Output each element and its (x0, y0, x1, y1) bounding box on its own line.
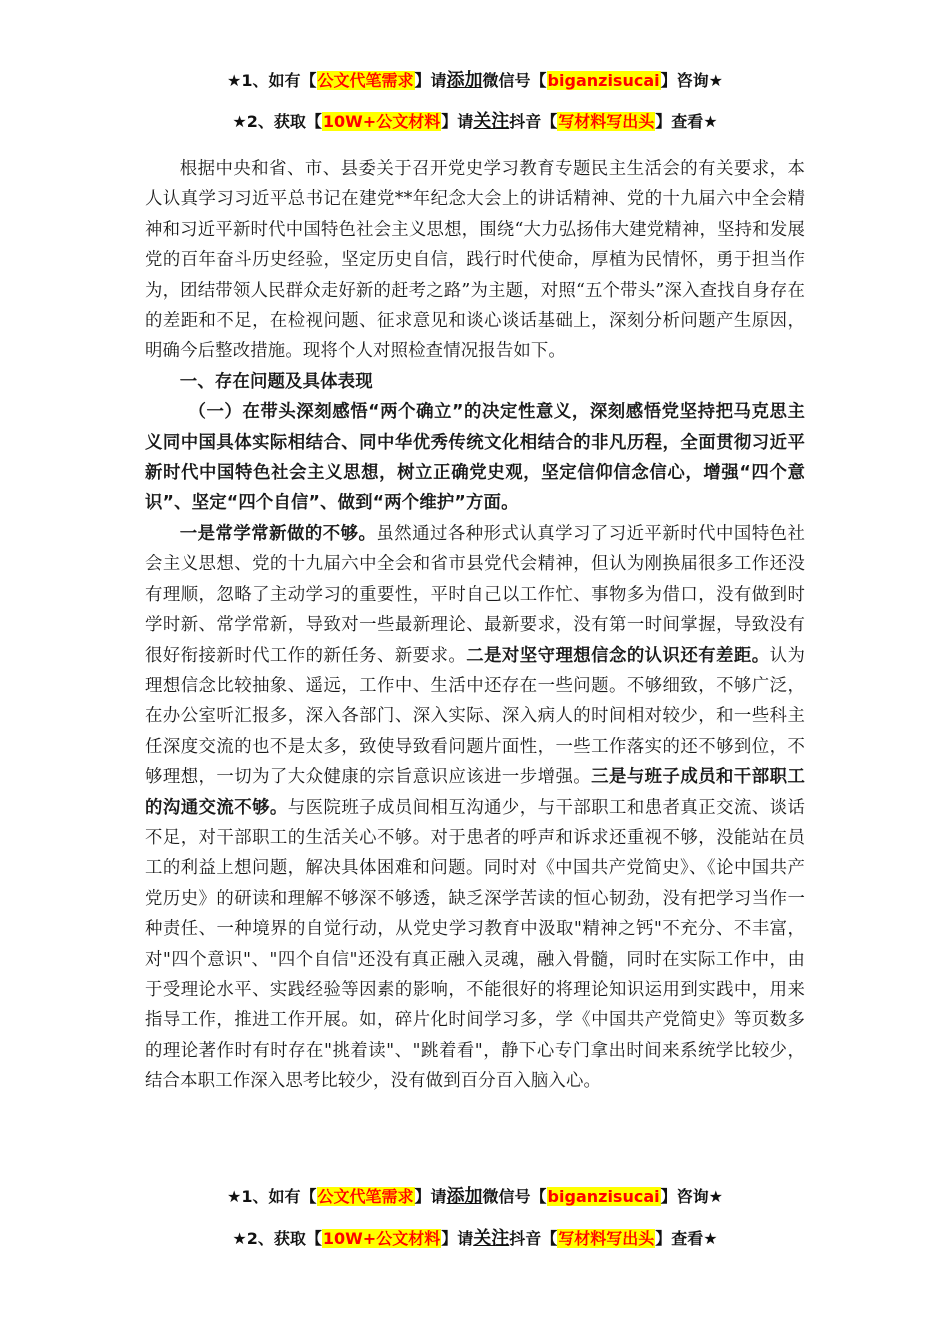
banner-emphasis: 添加 (446, 70, 483, 91)
point-title: 三是与班子成员和干部职工的沟通交流不够。 (145, 767, 805, 818)
banner-emphasis: 添加 (446, 1186, 483, 1207)
banner-highlight: 10W+公文材料 (322, 1229, 441, 1248)
banner-bottom-line2 (0, 1228, 950, 1250)
banner-suffix: 】查看★ (655, 1229, 718, 1248)
document-body (145, 154, 805, 1097)
banner-text: 】请 (414, 1187, 447, 1206)
point-title: 一是常学常新做的不够。 (179, 523, 377, 544)
banner-text: 】请 (441, 112, 474, 131)
subsection-heading: （一）在带头深刻感悟“两个确立”的决定性意义，深刻感悟党坚持把马克思主义同中国具体实际相结合、同中华优秀传统文化相结合的非凡历程，全面贯彻习近平新时代中国特色社会主义思想，树立正确党史观，坚定信仰信念信心，增强“四个意识”、坚定“四个自信”、做到“两个维护”方面。 (145, 402, 805, 514)
banner-emphasis: 关注 (473, 1228, 510, 1249)
banner-text: 】请 (414, 71, 447, 90)
banner-wechat-id: biganzisucai (547, 71, 660, 90)
banner-suffix: 】查看★ (655, 112, 718, 131)
banner-wechat-id: biganzisucai (547, 1187, 660, 1206)
banner-douyin-id: 写材料写出头 (558, 1229, 655, 1248)
banner-text: 】请 (441, 1229, 474, 1248)
banner-text: 抖音【 (509, 1229, 558, 1248)
point-text: 虽然通过各种形式认真学习了习近平新时代中国特色社会主义思想、党的十九届六中全会和省市县党代会精神，但认为刚换届很多工作还没有理顺，忽略了主动学习的重要性，平时自己以工作忙、事物多为借口，没有做到时学时新、常学常新，导致对一些最新理论、最新要求，没有第一时间掌握，导致没有很好衔接新时代工作的新任务、新要求。 (145, 523, 805, 666)
point-text: 与医院班子成员间相互沟通少，与干部职工和患者真正交流、谈话不足，对干部职工的生活关心不够。对于患者的呼声和诉求还重视不够，没能站在员工的利益上想问题，解决具体困难和问题。同时对《中国共产党简史》、《论中国共产党历史》的研读和理解不够深不够透，缺乏深学苦读的恒心韧劲，没有把学习当作一种责任、一种境界的自觉行动，从党史学习教育中汲取"精神之钙"不充分、不丰富，对"四个意识"、"四个自信"还没有真正融入灵魂，融入骨髓，同时在实际工作中，由于受理论水平、实践经验等因素的影响，不能很好的将理论知识运用到实践中，用来指导工作，推进工作开展。如，碎片化时间学习多，学《中国共产党简史》等页数多的理论著作时有时存在"挑着读"、"跳着看"，静下心专门拿出时间来系统学比较少，结合本职工作深入思考比较少，没有做到百分百入脑入心。 (145, 797, 806, 1092)
banner-suffix: 】咨询★ (660, 71, 723, 90)
banner-text: 微信号【 (482, 71, 547, 90)
banner-prefix: ★2、获取【 (232, 112, 322, 131)
banner-suffix: 】咨询★ (660, 1187, 723, 1206)
banner-prefix: ★1、如有【 (227, 71, 317, 90)
banner-highlight: 公文代笔需求 (317, 1187, 414, 1206)
banner-highlight: 公文代笔需求 (317, 71, 414, 90)
banner-top-line1 (0, 70, 950, 92)
banner-douyin-id: 写材料写出头 (558, 112, 655, 131)
section-heading: 一、存在问题及具体表现 (179, 371, 373, 392)
banner-highlight: 10W+公文材料 (322, 112, 441, 131)
banner-prefix: ★2、获取【 (232, 1229, 322, 1248)
point-text: 认为理想信念比较抽象、遥远，工作中、生活中还存在一些问题。不够细致，不够广泛，在办公室听汇报多，深入各部门、深入实际、深入病人的时间相对较少，和一些科主任深度交流的也不是太多，致使导致看问题片面性，一些工作落实的还不够到位，不够理想，一切为了大众健康的宗旨意识应该进一步增强。 (145, 645, 805, 788)
banner-emphasis: 关注 (473, 111, 510, 132)
intro-paragraph: 根据中央和省、市、县委关于召开党史学习教育专题民主生活会的有关要求，本人认真学习习近平总书记在建党**年纪念大会上的讲话精神、党的十九届六中全会精神和习近平新时代中国特色社会主义思想，围绕“大力弘扬伟大建党精神，坚持和发展党的百年奋斗历史经验，坚定历史自信，践行时代使命，厚植为民情怀，勇于担当作为，团结带领人民群众走好新的赶考之路”为主题，对照“五个带头”深入查找自身存在的差距和不足，在检视问题、征求意见和谈心谈话基础上，深刻分析问题产生原因，明确今后整改措施。现将个人对照检查情况报告如下。 (145, 159, 805, 362)
problems-paragraph (145, 519, 805, 1097)
banner-prefix: ★1、如有【 (227, 1187, 317, 1206)
banner-text: 微信号【 (482, 1187, 547, 1206)
banner-bottom-line1 (0, 1186, 950, 1208)
banner-text: 抖音【 (509, 112, 558, 131)
banner-top-line2 (0, 111, 950, 133)
point-title: 二是对坚守理想信念的认识还有差距。 (466, 645, 770, 666)
